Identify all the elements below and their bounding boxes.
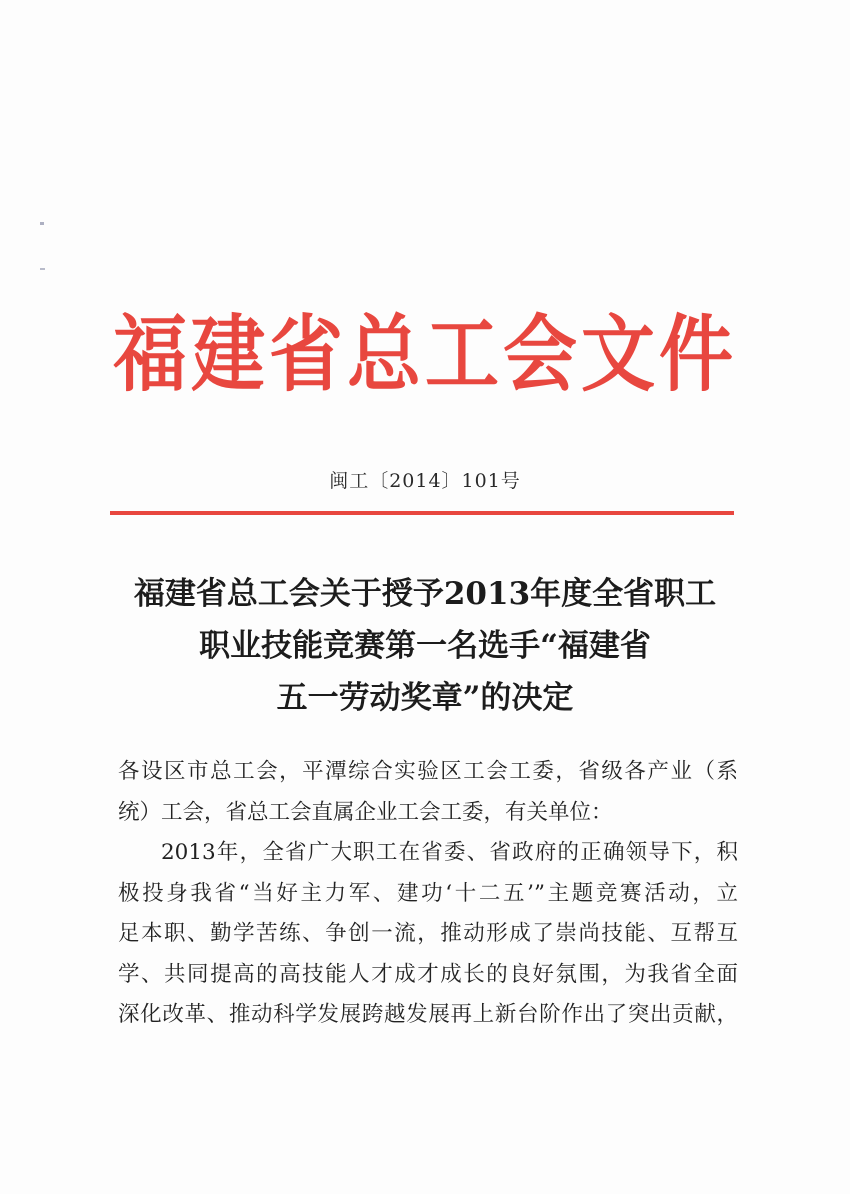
document-number: 闽工〔2014〕101号: [329, 470, 521, 492]
title-line: 福建省总工会关于授予2013年度全省职工: [133, 576, 717, 612]
title-line: 五一劳动奖章”的决定: [276, 680, 574, 716]
paragraph-line: 深化改革、推动科学发展跨越发展再上新台阶作出了突出贡献，: [118, 1002, 738, 1027]
document-title: [0, 568, 850, 724]
paragraph-line: 足本职、勤学苦练、争创一流，推动形成了崇尚技能、互帮互: [118, 921, 738, 946]
scan-speck: [40, 268, 45, 270]
document-masthead: 福建省总工会文件: [113, 306, 737, 404]
paragraph-line: 极投身我省“当好主力军、建功‘十二五’”主题竞赛活动，立: [118, 880, 738, 906]
title-line: 职业技能竞赛第一名选手“福建省: [199, 628, 651, 664]
addressee-line: 各设区市总工会，平潭综合实验区工会工委，省级各产业（系: [118, 759, 738, 784]
paragraph-line: 学、共同提高的高技能人才成才成长的良好氛围，为我省全面: [118, 961, 738, 987]
scan-speck: [40, 222, 44, 225]
addressee-line: 统）工会，省总工会直属企业工会工委，有关单位：: [118, 799, 613, 825]
paragraph-line: 2013年，全省广大职工在省委、省政府的正确领导下，积: [161, 840, 738, 865]
red-divider-line: [110, 511, 734, 515]
document-body: [118, 752, 738, 1036]
